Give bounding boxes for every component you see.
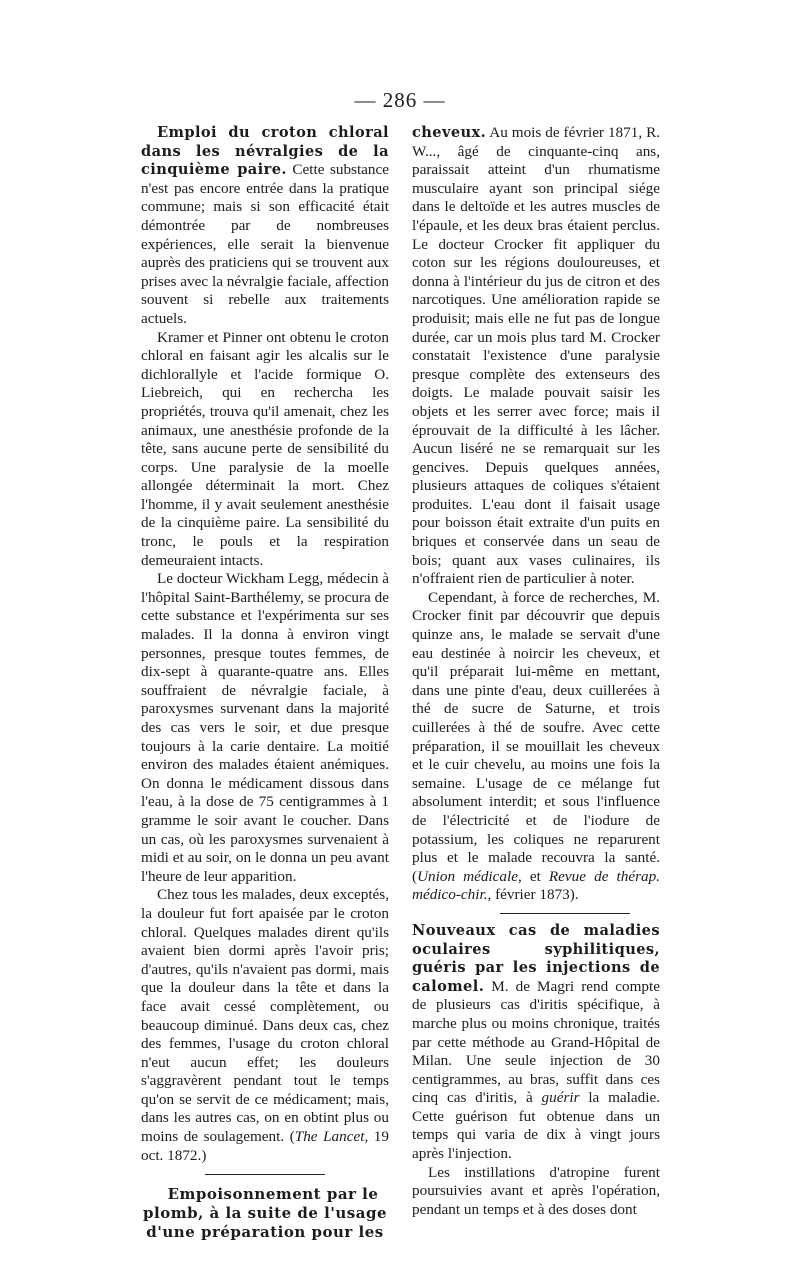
citation-date: , février 1873). [487,886,579,904]
emphasis-word: guérir [541,1089,580,1107]
left-column [141,124,389,1242]
article-maladies-oculaires [412,922,660,1164]
right-column [412,124,660,1219]
page-number: — 286 — [354,88,446,112]
paragraph-text: la maladie. Cette guérison fut obtenue dans un temps qui varia de dix à vingt jours après l'injection. [412,1089,660,1163]
article-paragraph [141,886,389,1165]
section-divider [500,913,630,914]
citation-date: , 19 oct. 1872.) [141,1128,389,1164]
article-title-continuation: cheveux. [412,124,487,141]
citation-joiner: , et [517,867,549,885]
source-citation: Union médicale [417,867,518,885]
article-title-plomb: Empoisonnement par le plomb, à la suite de l'usage d'une préparation pour les [143,1185,387,1242]
source-citation: Revue de thérap. médico-chir. [412,867,660,904]
article-paragraph: Les instillations d'atropine furent poursuivies avant et après l'opération, pendant un temps et à des doses dont [412,1163,660,1218]
paragraph-text: M. de Magri rend compte de plusieurs cas d'iritis spécifique, à marche plus ou moins chronique, traités par cette méthode au Grand-Hôpital de Milan. Une seule injection de 30 centigrammes, au bras, suffit dans ces cinq cas d'iritis, à [412,977,660,1107]
article-paragraph [412,589,660,905]
section-divider [205,1174,325,1175]
paragraph-text: Cependant, à force de recherches, M. Crocker finit par découvrir que depuis quinze ans, le malade se servait d'une eau destinée à noircir les cheveux, et qu'il préparait lui-même en mettant, dans une pinte d'eau, deux cuillerées à thé de sucre de Saturne, et trois cuillerées à thé de soufre. Avec cette préparation, il se mouillait les cheveux et le cuir chevelu, au moins une fois la semaine. L'usage de ce mélange fut absolument interdit; et sous l'influence de l'électricité et de l'iodure de potassium, les coliques ne reparurent plus et le malade recouvra la santé. ( [412,588,660,885]
article-croton-chloral [141,124,389,329]
source-citation: The Lancet [294,1128,365,1146]
paragraph-text: Chez tous les malades, deux exceptés, la douleur fut fort apaisée par le croton chloral. Quelques malades dirent qu'ils avaient bien dormi après l'avoir pris; d'autres, qu'ils n'avaient pas dormi, mais que la douleur dans la tête et dans la face avait cessé complètement, ou beaucoup diminué. Dans deux cas, chez des femmes, l'usage du croton chloral n'eut aucun effet; les douleurs s'aggravèrent pendant tout le temps qu'on se servit de ce médicament; mais, dans les autres cas, on en obtint plus ou moins de soulagement. ( [141,886,389,1146]
article-paragraph: Cette substance n'est pas encore entrée dans la pratique commune; mais si son efficacité était démontrée par de nombreuses expériences, elle serait la bienvenue auprès des praticiens qui se trouvent aux prises avec la névralgie faciale, affection souvent si rebelle aux traitements actuels. [141,161,389,327]
article-plomb-continued [412,124,660,589]
article-paragraph: Le docteur Wickham Legg, médecin à l'hôpital Saint-Barthélemy, se procura de cette substance et l'expérimenta sur ses malades. Il la donna à environ vingt personnes, presque toutes femmes, de dix-sept à quarante-quatre ans. Elles souffraient de névralgie faciale, à paroxysmes survenant dans la majorité des cas vers le soir, et due presque toujours à la carie dentaire. La moitié environ des malades étaient anémiques. On donna le médicament dissous dans l'eau, à la dose de 75 centigrammes à 1 gramme le soir avant le coucher. Dans un cas, où les paroxysmes survenaient à midi et au soir, on le donna un peu avant l'heure de leur apparition. [141,570,389,885]
article-title-maladies-oculaires: Nouveaux cas de maladies oculaires syphilitiques, guéris par les injections de calomel. [412,921,660,995]
paragraph-text: Au mois de février 1871, R. W..., âgé de cinquante-cinq ans, paraissait atteint d'un rhumatisme musculaire ayant son principal siége dans le deltoïde et les autres muscles de l'épaule, et les deux bras étaient perclus. Le docteur Crocker fit appliquer du coton sur les régions douloureuses, et donna à l'intérieur du jus de citron et des narcotiques. Une amélioration rapide se produisit; mais elle ne fut pas de longue durée, car un mois plus tard M. Crocker constatait l'existence d'une paralysie presque complète des extenseurs des doigts. Le malade pouvait saisir les objets et les serrer avec force; mais il éprouvait de la difficulté à les lâcher. Aucun liséré ne se remarquait sur les gencives. Depuis quelques années, plusieurs attaques de coliques s'étaient produites. L'eau dont il faisait usage pour boisson était extraite d'un puits en briques et conservée dans un seau de bois; quant aux vases culinaires, ils n'offraient rien de particulier à noter. [412,124,660,588]
article-title-croton-chloral: Emploi du croton chloral dans les névralgies de la cinquième paire. [141,124,389,179]
article-paragraph: Kramer et Pinner ont obtenu le croton chloral en faisant agir les alcalis sur le dichlorallyle et l'acide formique O. Liebreich, qui en rechercha les propriétés, trouva qu'il amenait, chez les animaux, une anesthésie profonde de la tête, sans aucune perte de sensibilité du corps. Une paralysie de la moelle allongée déterminait la mort. Chez l'homme, il y avait seulement anesthésie de la cinquième paire. La sensibilité du tronc, le pouls et la respiration demeuraient intacts. [141,328,389,569]
